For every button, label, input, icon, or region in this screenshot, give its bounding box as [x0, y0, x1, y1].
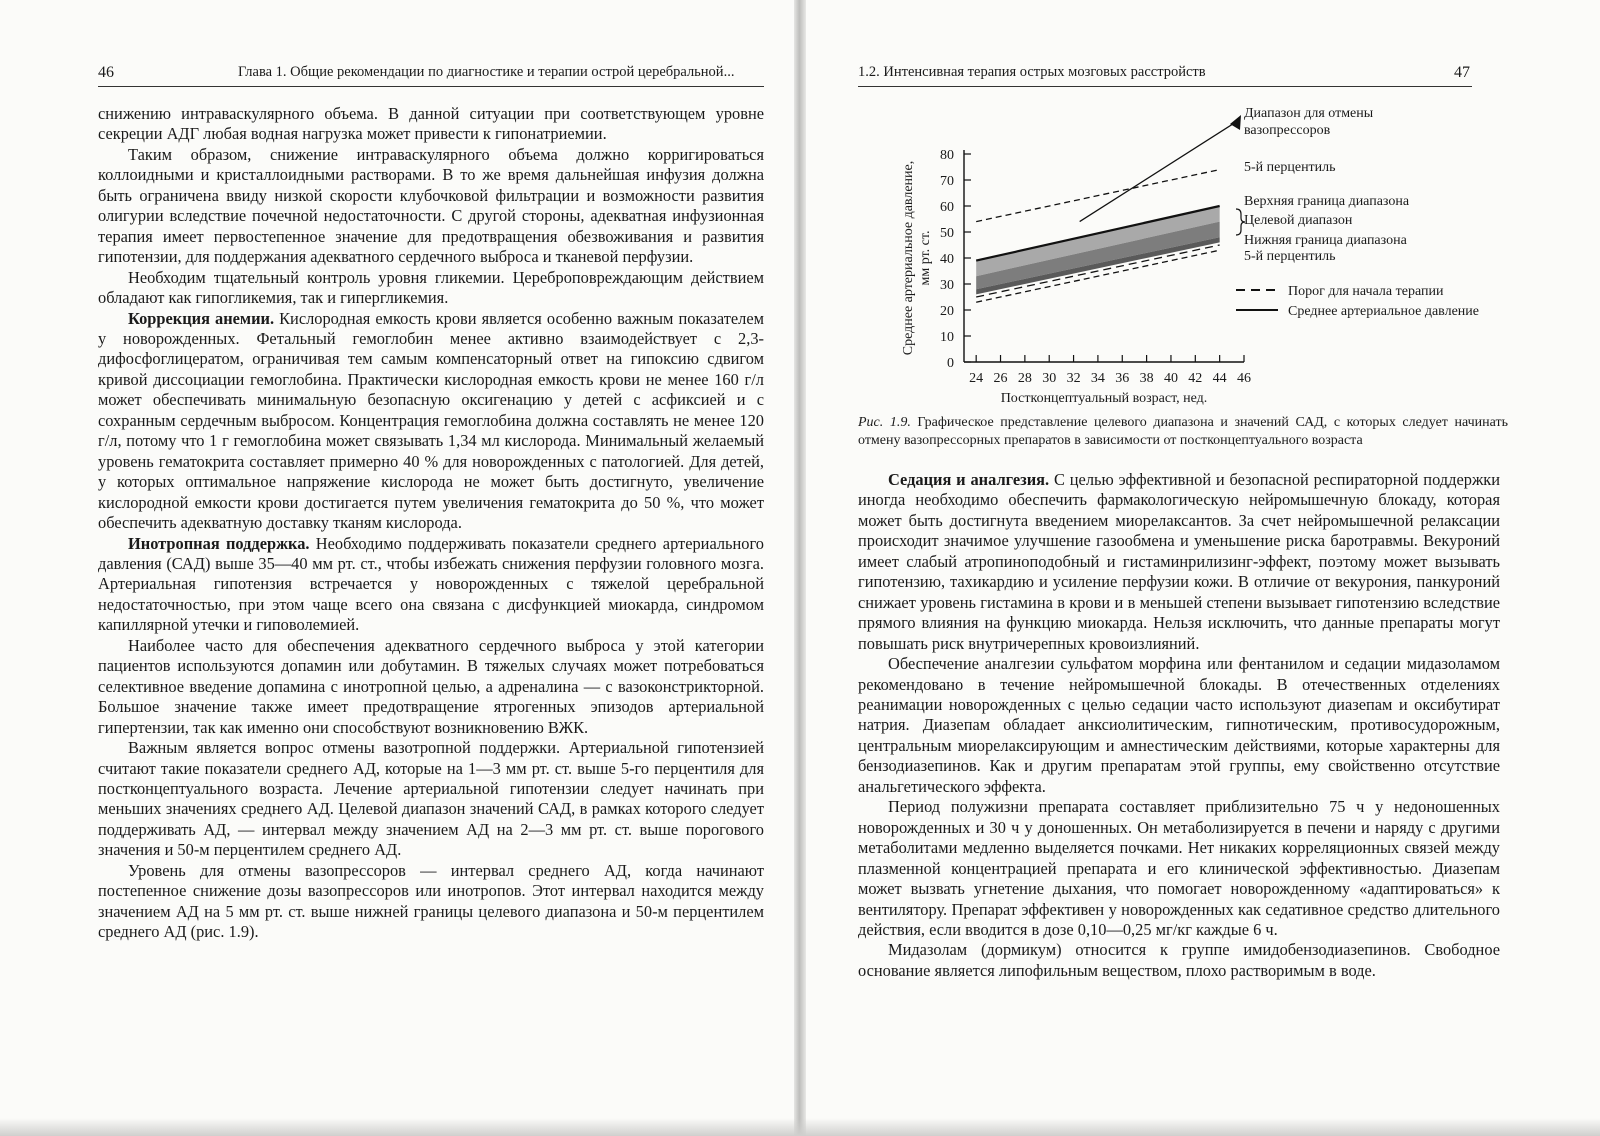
paragraph-text: Мидазолам (дормикум) относится к группе имидобензодиазепинов. Свободное основание является липофильным веществом, плохо растворимым в воде.: [858, 940, 1500, 980]
paragraph: [858, 797, 1500, 940]
legend-label: Среднее артериальное давление: [1288, 304, 1480, 319]
x-tick-label: 28: [1017, 371, 1032, 386]
y-tick-label: 60: [940, 200, 954, 215]
label-withdrawal-range: Диапазон для отмены вазопрессоров: [1244, 106, 1374, 138]
y-tick-label: 0: [947, 356, 954, 371]
paragraph-text: Важным является вопрос отмены вазотропной поддержки. Артериальной гипотензией считают такие показатели среднего АД, которые на 1—3 мм рт. ст. выше 5-го перцентиля для постконцептуального возраста. Лечение артериальной гипотензии следует начинать при меньших значениях среднего АД. Целевой диапазон значений САД, в рамках которого следует поддерживать АД, — интервал между значением АД на 2—3 мм рт. ст. выше порогового значения и 50-м перцентилем среднего АД.: [98, 738, 764, 860]
label-target-range: Целевой диапазон: [1244, 213, 1353, 228]
paragraph-text: Кислородная емкость крови является особенно важным показателем у новорожденных. Фетальный гемоглобин менее активно взаимодействует с 2,3-дифосфоглицератом, ограничивая тем самым компенсаторный ответ на гипоксию сдвигом кривой диссоциации гемоглобина. Практически кислородная емкость крови не менее 160 г/л может обеспечивать минимальную безопасную оксигенацию у детей с асфиксией и с сохранным сердечным выбросом. Концентрация гемоглобина должна составлять не менее 120 г/л, потому что 1 г гемоглобина может связывать 1,34 мл кислорода. Минимальный желаемый уровень гематокрита составляет примерно 40 % для новорожденных с патологией. Для детей, у которых оптимальное напряжение кислорода не может быть достигнуто, увеличение кислородной емкости крови достигается путем увеличения гематокрита до 50 %, что может обеспечить адекватную доставку тканям кислорода.: [98, 308, 764, 533]
paragraph-text: снижению интраваскулярного объема. В данной ситуации при соответствующем уровне секреции АДГ любая водная нагрузка может привести к гипонатриемии.: [98, 104, 764, 144]
paragraph-lead: Инотропная поддержка.: [128, 533, 310, 553]
x-tick-label: 36: [1115, 371, 1130, 386]
y-tick-label: 40: [940, 252, 954, 267]
figure-caption: [858, 414, 1508, 450]
right-body-text: [858, 470, 1500, 981]
paragraph-lead: Коррекция анемии.: [128, 308, 275, 328]
x-tick-label: 38: [1139, 371, 1154, 386]
scan-shadow: [0, 1118, 1600, 1136]
callout-arrow-head: [1230, 115, 1241, 130]
paragraph: [858, 470, 1500, 654]
figure-caption-text: Графическое представление целевого диапазона и значений САД, с которых следует начинать отмену вазопрессорных препаратов в зависимости от постконцептуального возраста: [858, 415, 1508, 448]
paragraph-text: Наиболее часто для обеспечения адекватного сердечного выброса у этой категории пациентов используются допамин или добутамин. В тяжелых случаях может потребоваться селективное введение допамина с инотропной целью, а адреналина — с вазоконстрикторной. Большое значение также имеет предотвращение ятрогенных эпизодов артериальной гипертензии, так как именно они способствуют возникновению ВЖК.: [98, 635, 764, 737]
x-tick-label: 24: [969, 371, 984, 386]
paragraph-text: Таким образом, снижение интраваскулярного объема должно корригироваться коллоидными и кристаллоидными растворами. В то же время дальнейшая инфузия должна быть ограничена ввиду низкой скорости клубочковой фильтрации и возможности развития олигурии вследствие почечной недостаточности. С другой стороны, адекватная инфузионная терапия имеет первостепенное значение для предотвращения обезвоживания и развития гипотензии, для поддержания адекватного сердечного выброса и тканевой перфузии.: [98, 144, 764, 267]
running-head: Глава 1. Общие рекомендации по диагностике и терапии острой церебральной...: [238, 64, 735, 80]
label-5th-percentile-lower: 5-й перцентиль: [1244, 249, 1336, 264]
y-tick-label: 50: [940, 226, 954, 241]
x-tick-label: 42: [1188, 371, 1203, 386]
paragraph-text: Обеспечение аналгезии сульфатом морфина или фентанилом и седации мидазоламом рекомендовано в течение нейромышечной блокады. В отечественных отделениях реанимации новорожденных с целью седации часто используют диазепам и оксибутират натрия. Диазепам обладает анксиолитическим, гипнотическим, противосудорожным, центральным миорелаксирующим и амнестическим действиями, которые характерны для бензодиазепинов. Как и другим препаратам этой группы, ему свойственно отсутствие анальгетического эффекта.: [858, 654, 1500, 796]
x-axis-title: Постконцептуальный возраст, нед.: [1000, 391, 1208, 406]
label-upper-bound: Верхняя граница диапазона: [1244, 194, 1410, 209]
y-tick-label: 30: [940, 278, 954, 293]
label-5th-percentile-upper: 5-й перцентиль: [1244, 160, 1336, 175]
y-tick-label: 10: [940, 330, 954, 345]
paragraph-text: Необходим тщательный контроль уровня гликемии. Цереброповреждающим действием обладают как гипогликемия, так и гипергликемия.: [98, 267, 764, 308]
paragraph-text: Уровень для отмены вазопрессоров — интервал среднего АД, когда начинают постепенное снижение дозы вазопрессоров или инотропов. Этот интервал находится между значением АД на 5 мм рт. ст. выше нижней границы целевого диапазона и 50-м перцентилем среднего АД (рис. 1.9).: [98, 860, 764, 942]
y-axis-title: Среднее артериальное давление,: [901, 160, 916, 356]
x-tick-label: 44: [1212, 371, 1227, 386]
page-number: 46: [98, 64, 114, 81]
y-tick-label: 80: [940, 148, 954, 163]
label-lower-bound: Нижняя граница диапазона: [1244, 233, 1407, 248]
page-number: 47: [1454, 64, 1470, 81]
paragraph: [858, 940, 1500, 981]
legend-label: Порог для начала терапии: [1288, 284, 1444, 299]
x-tick-label: 30: [1042, 371, 1057, 386]
x-tick-label: 40: [1163, 371, 1178, 386]
figure-caption-label: Рис. 1.9.: [858, 415, 911, 430]
x-tick-label: 26: [993, 371, 1008, 386]
paragraph-text: Период полужизни препарата составляет приблизительно 75 ч у недоношенных новорожденных и 30 ч у доношенных. Он метаболизируется в печени и наряду с другими метаболитами медленно выделяется почками. Нет никаких корреляционных связей между плазменной концентрацией препарата и его клинической эффективностью. Диазепам может вызвать угнетение дыхания, что помогает новорожденному «адаптироваться» к вентилятору. Препарат эффективен у новорожденных как седативное средство длительного действия, если вводится в дозе 0,10—0,25 мг/кг каждые 6 ч.: [858, 797, 1500, 939]
running-head: 1.2. Интенсивная терапия острых мозговых расстройств: [858, 64, 1206, 80]
paragraph-lead: Седация и аналгезия.: [888, 470, 1050, 489]
y-axis-title-unit: мм рт. ст.: [918, 230, 933, 286]
y-tick-label: 70: [940, 174, 954, 189]
x-tick-label: 46: [1237, 371, 1251, 386]
paragraph-text: Необходимо поддерживать показатели среднего артериального давления (САД) выше 35—40 мм рт. ст., чтобы избежать снижения перфузии головного мозга. Артериальная гипотензия встречается у новорожденных с тяжелой церебральной недостаточностью, при этом чаще всего она связана с дисфункцией миокарда, синдромом капиллярной утечки и гиповолемией.: [98, 533, 765, 635]
paragraph: [858, 654, 1500, 797]
x-tick-label: 34: [1090, 371, 1105, 386]
paragraph-text: С целью эффективной и безопасной респираторной поддержки иногда необходимо обеспечить фармакологическую нейромышечную блокаду, которая может быть достигнута введением миорелаксантов. За счет нейромышечной релаксации происходит значимое улучшение газообмена и уменьшение риска баротравмы. Векуроний имеет слабый атропиноподобный и гистаминрилизинг-эффект, поэтому может вызывать гипотензию, тахикардию и усиление перфузии кожи. В отличие от векурония, панкуроний снижает уровень гистамина в крови и в меньшей степени вызывает гипотензию вследствие прямого влияния на функцию миокарда. Нельзя исключить, что данные препараты могут повышать риск внутричерепных кровоизлияний.: [858, 470, 1500, 653]
y-tick-label: 20: [940, 304, 954, 319]
x-tick-label: 32: [1066, 371, 1081, 386]
